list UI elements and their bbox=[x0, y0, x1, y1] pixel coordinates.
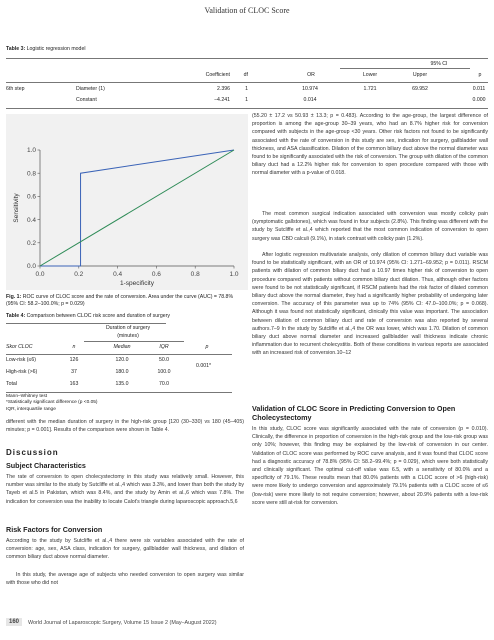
table3-cell-coefficient: −4.241 bbox=[213, 97, 230, 103]
table4-group-header-2: (minutes) bbox=[117, 333, 139, 339]
table3-caption-text: Logistic regression model bbox=[25, 46, 86, 52]
subject-characteristics-paragraph: The rate of conversion to open cholecystectomy in this study was relatively small. However, this number was similar to the study by Sutcliffe et al.,4 which was 3.3%, and lower than both the study by Tayeb et al.5 in Pakistan, which was 8.4%, and the study by Amin et al.,6 which was 7.8%. The indication for conversion was the inability to locate Calot's triangle during laparoscopic approach.5,6 bbox=[6, 474, 244, 505]
table3-cell-step: 6th step bbox=[6, 86, 25, 92]
table4-cell-iqr: 100.0 bbox=[157, 369, 171, 375]
validation-heading: Validation of CLOC Score in Predicting Conversion to Open Cholecystectomy bbox=[252, 404, 456, 422]
table4-bottom-rule bbox=[6, 392, 232, 393]
validation-paragraph: In this study, CLOC score was significantly associated with the rate of conversion (p = 0.010). Clinically, the difference in proportion of conversion in the high-risk group and the low-risk group was only 10%; however, this finding may be explained by the low-risk of conversion in our center. Validation of CLOC score was performed by ROC curve analysis, and it was found that CLOC score had a diagnostic accuracy of 78.8% (95% CI: 58.2–99.4%; p = 0.029), which were both statistically and clinically significant. The optimal cut-off value was 6.5, with a sensitivity of 80.0% and a specificity of 79.1%. These results mean that 80.0% patients with a CLOC score of >6 (high-risk) were more likely to undergo conversion and approximately 79.1% patients with a CLOC score of ≤6 (low-risk) were more likely to not require conversion; however, about 20.9% patients with a low-risk score were still at-risk for conversion. bbox=[252, 426, 488, 506]
y-axis-label: Sensitivity bbox=[13, 193, 20, 223]
table4-caption-label: Table 4: bbox=[6, 313, 26, 319]
table4-notes bbox=[6, 394, 98, 413]
results-paragraph: different with the median duration of surgery in the high-risk group [120 (30–330) vs 180 (45–405) minutes; p = 0.001]. Results of the comparison were shown in Table 4. bbox=[6, 419, 244, 434]
table3-cell-coefficient: 2.396 bbox=[217, 86, 230, 92]
table4-header-p: p bbox=[205, 344, 209, 350]
risk-factors-paragraph: In this study, the average age of subjects who needed conversion to open surgery was similar with those who did not bbox=[6, 572, 244, 587]
figure1-caption-label: Fig. 1: bbox=[6, 294, 22, 300]
table4-group-header-1: Duration of surgery bbox=[105, 325, 151, 331]
table4-cell-n: 163 bbox=[69, 381, 79, 387]
x-axis-label: 1-specificity bbox=[120, 280, 154, 287]
age-paragraph: (55.20 ± 17.2 vs 50.93 ± 13.3; p = 0.483). According to the age-group, the largest difference of proportion is among the age-group 30–39 years, who had an 8.7% higher risk for conversion compared with subjects in the age-group <30 years. Other risk factors not found to be significantly associated with the rate of conversion in this study are sex, indication for surgery, gallbladder wall thickness, and ASA classification. Dilation of the common biliary duct above the normal diameter was found to be significantly associated with the risk of conversion. The group with dilation of the common biliary duct had a 12.2% higher risk for conversion to open procedure compared with those with normal diameter with a p-value of 0.018. bbox=[252, 113, 488, 177]
table4-cell-median: 180.0 bbox=[115, 369, 129, 375]
y-tick-label: 0.0 bbox=[26, 263, 36, 271]
table4-cell-iqr: 70.0 bbox=[158, 381, 170, 387]
table3-header-p: p bbox=[478, 72, 482, 78]
table4-cell-score: Total bbox=[6, 381, 17, 387]
table4-cell-median: 120.0 bbox=[115, 357, 129, 363]
risk-factors-paragraph: According to the study by Sutcliffe et al.,4 there were six variables associated with the rate of conversion: age, sex, ASA class, indication for surgery, gallbladder wall thickness, and dilation of common biliary duct above normal diameter. bbox=[6, 538, 244, 561]
journal-citation: World Journal of Laparoscopic Surgery, Volume 15 Issue 2 (May–August 2022) bbox=[28, 620, 217, 626]
x-tick-label: 0.6 bbox=[151, 271, 161, 278]
x-tick-label: 0.4 bbox=[113, 271, 123, 278]
table4-header-score: Skor CLOC bbox=[6, 344, 33, 350]
table4-header-iqr: IQR bbox=[159, 344, 169, 350]
table3-caption-label: Table 3: bbox=[6, 46, 26, 52]
table4-header-rule bbox=[6, 354, 232, 355]
table3-header-df: df bbox=[243, 72, 248, 78]
table4-note: *Statistically significant difference (p <0.05) bbox=[6, 400, 98, 406]
table3-cell-df: 1 bbox=[245, 97, 248, 103]
y-tick-label: 0.8 bbox=[26, 170, 36, 178]
table3-header-rule bbox=[6, 82, 488, 83]
regression-paragraph: After logistic regression multivariate analysis, only dilation of common biliary duct variable was found to be statistically significant, with an OR of 10.974 (95% CI: 1.271–69.952; p = 0.011). RSCM patients with dilation of common biliary duct had a 10.97 times higher risk of conversion to open procedure compared with patients without common biliary duct dilation. Thus, although other factors were found to be not statistically significant, if RSCM patients had the risk factor of dilated common biliary duct above the normal diameter, they had a significantly higher probability of undergoing later conversion. The accuracy of this parameter was up to 74% (95% CI: 47.0–100.0%; p = 0.068). Although it was found not statistically significant, clinically this value was important. The association between dilation of common biliary duct and rate of conversion was also reported by several authors.7–9 In the study by Sutcliffe et al.,4 the OR was lower, which was 1.70. Dilation of common biliary duct above normal diameter and increased gallbladder wall thickness indicate chronic inflammation due to recurrent cholecystitis. Both of these conditions in various reports are associated with an increased risk of conversion.10–12 bbox=[252, 252, 488, 357]
roc-chart bbox=[6, 114, 248, 290]
page-footer bbox=[0, 618, 494, 630]
table3-cell-upper: 69.952 bbox=[412, 86, 428, 92]
table4-cell-median: 135.0 bbox=[115, 381, 129, 387]
x-tick-label: 0.0 bbox=[35, 271, 45, 278]
table3-cell-variable: Constant bbox=[76, 97, 97, 103]
table3-cell-or: 0.014 bbox=[303, 97, 317, 103]
table3-cell-lower: 1.721 bbox=[363, 86, 377, 92]
table3-cell-or: 10.974 bbox=[302, 86, 318, 92]
table3-cell-df: 1 bbox=[245, 86, 248, 92]
table4-caption bbox=[6, 313, 170, 319]
discussion-heading: Discussion bbox=[6, 448, 59, 457]
table3-cell-p: 0.000 bbox=[472, 97, 486, 103]
table3-header-lower: Lower bbox=[362, 72, 378, 78]
table3-ci-rule bbox=[340, 68, 470, 69]
table4-p-value: 0.001* bbox=[196, 363, 212, 369]
table4-row bbox=[0, 369, 250, 379]
table4-cell-iqr: 50.0 bbox=[158, 357, 170, 363]
table3-row bbox=[0, 86, 494, 96]
x-tick-label: 0.2 bbox=[74, 271, 84, 278]
table3-header-or: OR bbox=[307, 72, 315, 78]
table4-row bbox=[0, 381, 250, 391]
risk-factors-heading: Risk Factors for Conversion bbox=[6, 525, 103, 534]
table4-row bbox=[0, 357, 250, 367]
table3-row bbox=[0, 97, 494, 107]
table3-header-row bbox=[0, 72, 494, 82]
table3-cell-p: 0.011 bbox=[472, 86, 486, 92]
y-tick-label: 0.6 bbox=[26, 193, 36, 201]
table4-group-rule bbox=[84, 341, 184, 342]
figure1-caption-text: ROC curve of CLOC score and the rate of conversion. Area under the curve (AUC) = 78.8% (95% CI: 58.2–100.0%; p = 0.029) bbox=[6, 294, 234, 308]
y-tick-label: 0.2 bbox=[26, 240, 36, 247]
page-number: 160 bbox=[6, 618, 22, 626]
table3-header-upper: Upper bbox=[412, 72, 428, 78]
table4-note: Mann–Whitney test bbox=[6, 394, 48, 399]
indication-paragraph: The most common surgical indication associated with conversion was mostly colicky pain (symptomatic gallstones), which was found in four subjects (2.8%). This finding was different with the study by Sutcliffe et al.,4 which reported that the most common indication of conversion to open surgery was CBD calculi (9.1%), in stark contrast with colicky pain (1.2%). bbox=[252, 211, 488, 242]
table4-header-median: Median bbox=[113, 344, 131, 350]
table4-cell-n: 126 bbox=[69, 357, 79, 363]
table4-header-row bbox=[0, 344, 250, 354]
chart-background bbox=[6, 114, 248, 290]
table3-cell-variable: Diameter (1) bbox=[76, 86, 105, 92]
subject-characteristics-heading: Subject Characteristics bbox=[6, 461, 86, 470]
table3-bottom-rule bbox=[6, 108, 488, 109]
table4-note: IQR, interquartile range bbox=[6, 406, 56, 412]
x-tick-label: 1.0 bbox=[229, 271, 239, 278]
table3-header-coefficient: Coefficient bbox=[205, 72, 230, 78]
y-tick-label: 1.0 bbox=[26, 147, 36, 155]
table4-top-rule bbox=[6, 323, 166, 324]
table4-header-n: n bbox=[72, 344, 76, 350]
table4-cell-score: High-risk (>6) bbox=[6, 369, 38, 375]
running-head: Validation of CLOC Score bbox=[204, 6, 290, 15]
table4-cell-n: 37 bbox=[71, 369, 77, 375]
table3-caption bbox=[6, 46, 85, 52]
y-tick-label: 0.4 bbox=[26, 216, 36, 224]
table4-caption-text: Comparison between CLOC risk score and duration of surgery bbox=[25, 313, 170, 319]
figure1-caption bbox=[6, 294, 246, 308]
table4-cell-score: Low-risk (≤6) bbox=[6, 357, 36, 363]
x-tick-label: 0.8 bbox=[190, 271, 200, 278]
table3-top-rule bbox=[6, 58, 488, 59]
table3-ci-header: 95% CI bbox=[430, 61, 448, 67]
